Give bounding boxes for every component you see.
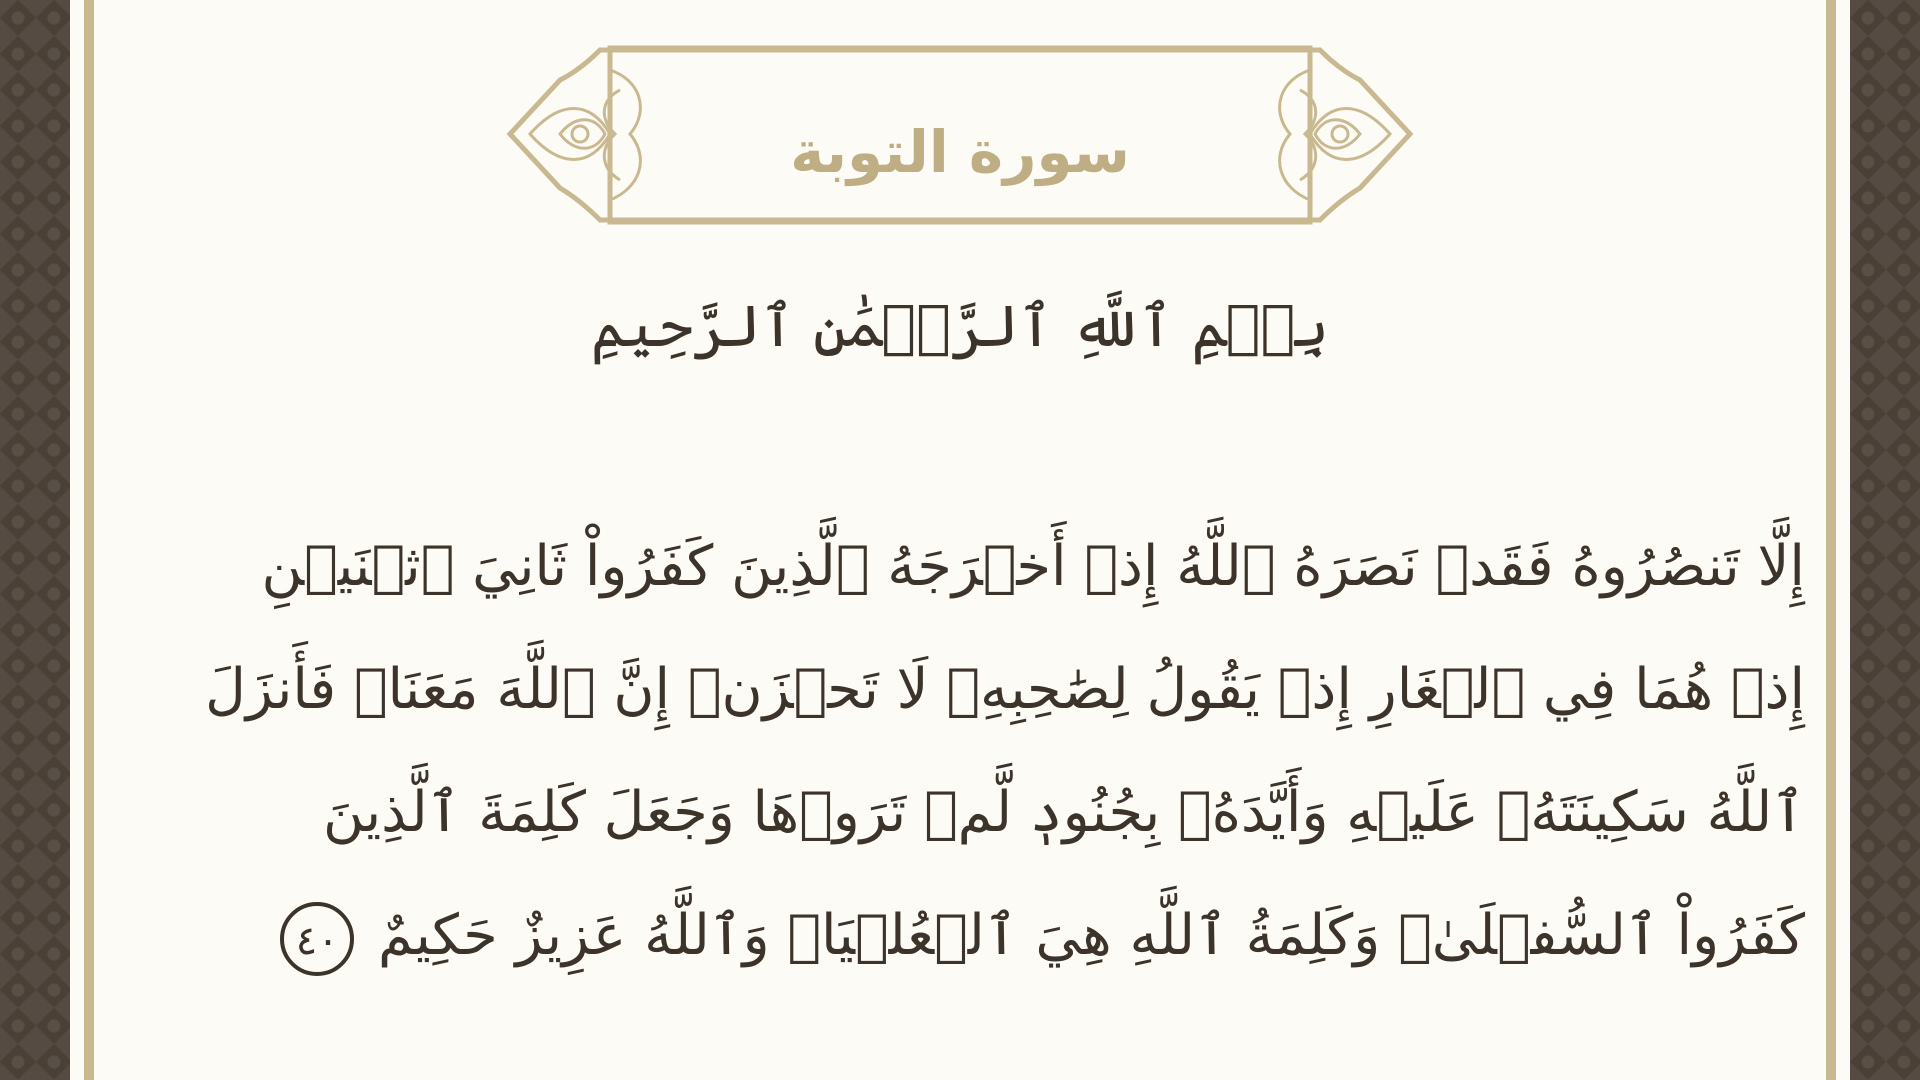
- verse-text: [205, 505, 1805, 997]
- verse-line-4: [295, 874, 1805, 997]
- left-decorative-band: [0, 0, 70, 1080]
- right-gold-rule: [1826, 0, 1836, 1080]
- verse-line-2: إِذۡ هُمَا فِي ٱلۡغَارِ إِذۡ يَقُولُ لِصَٰحِبِهِۦ لَا تَحۡزَنۡ إِنَّ ٱللَّهَ مَعَنَاۖ فَأَنزَلَ: [205, 657, 1805, 722]
- surah-title: سورة التوبة: [790, 118, 1130, 186]
- left-gold-rule: [84, 0, 94, 1080]
- verse-line-4-text: كَفَرُواْ ٱلسُّفۡلَىٰۗ وَكَلِمَةُ ٱللَّهِ هِيَ ٱلۡعُلۡيَاۗ وَٱللَّهُ عَزِيزٌ حَكِيمٌ: [378, 903, 1805, 968]
- basmala: بِسۡمِ ٱللَّهِ ٱلرَّحۡمَٰنِ ٱلرَّحِيمِ: [590, 292, 1330, 360]
- right-decorative-band: [1850, 0, 1920, 1080]
- ayah-number-marker: ٤٠: [280, 902, 354, 976]
- surah-header-cartouche: [500, 40, 1420, 230]
- verse-line-1: إِلَّا تَنصُرُوهُ فَقَدۡ نَصَرَهُ ٱللَّهُ إِذۡ أَخۡرَجَهُ ٱلَّذِينَ كَفَرُواْ ثَانِيَ ٱثۡنَيۡنِ: [261, 534, 1805, 599]
- verse-line-3: ٱللَّهُ سَكِينَتَهُۥ عَلَيۡهِ وَأَيَّدَهُۥ بِجُنُودٖ لَّمۡ تَرَوۡهَا وَجَعَلَ كَلِمَةَ ٱلَّذِينَ: [322, 780, 1805, 845]
